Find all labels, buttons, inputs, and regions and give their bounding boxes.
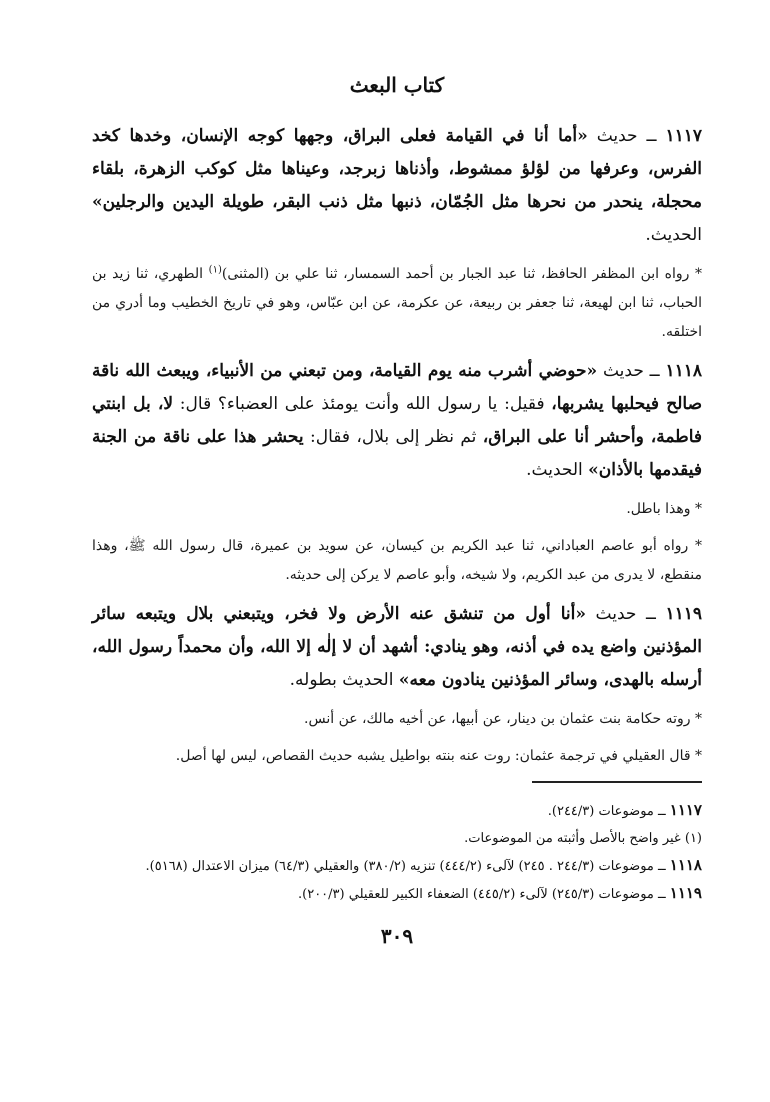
note-1118-verdict: * وهذا باطل. bbox=[626, 501, 702, 517]
footnote-number: ١١١٧ bbox=[669, 801, 702, 819]
hadith-text-part1: «حوضي أشرب منه يوم القيامة، ومن تبعني من الأنبياء، ويبعث الله ناقة صالح فيحلبها يشربها، bbox=[92, 361, 702, 414]
hadith-lead: ــ حديث bbox=[587, 126, 666, 146]
note-1119-chain: * روته حكامة بنت عثمان بن دينار، عن أبيها، عن أخيه مالك، عن أنس. bbox=[304, 711, 702, 727]
hadith-tail: الحديث. bbox=[526, 460, 589, 480]
hadith-tail: الحديث. bbox=[645, 225, 702, 245]
hadith-narration-part2: ثم نظر إلى بلال، فقال: bbox=[303, 427, 483, 447]
footnote-marker: (١) bbox=[208, 264, 222, 276]
footnote-1119 bbox=[92, 880, 702, 908]
note-1119-uqayli: * قال العقيلي في ترجمة عثمان: روت عنه بنته بواطيل يشبه حديث القصاص، ليس لها أصل. bbox=[175, 748, 702, 764]
hadith-number: ١١١٩ bbox=[665, 604, 702, 624]
note-1118-chain: * رواه أبو عاصم العباداني، ثنا عبد الكريم بن كيسان، عن سويد بن عميرة، قال رسول الله ﷺ، وهذا منقطع، لا يدرى من عبد الكريم، ولا شيخه، وأبو عاصم لا يركن إلى حديثه. bbox=[92, 538, 702, 583]
note-text: * رواه ابن المظفر الحافظ، ثنا عبد الجبار بن أحمد السمسار، ثنا علي بن (المثنى) bbox=[221, 266, 702, 282]
footnote-1118 bbox=[92, 852, 702, 880]
note-text-continued: الطهري، ثنا زيد بن الحباب، ثنا ابن لهيعة، ثنا جعفر بن ربيعة، عن عكرمة، عن ابن عبّاس، وهو في تاريخ الخطيب وما أدري من اختلقه. bbox=[92, 266, 702, 340]
hadith-number: ١١١٨ bbox=[665, 361, 702, 381]
hadith-lead: ــ حديث bbox=[585, 604, 666, 624]
hadith-number: ١١١٧ bbox=[665, 126, 703, 146]
note-1117 bbox=[92, 260, 702, 347]
hadith-narration-part1: فقيل: يا رسول الله وأنت يومئذ على العضباء؟ قال: bbox=[173, 394, 552, 414]
hadith-text-part2: لا، بل ابنتي فاطمة، وأحشر أنا على البراق، bbox=[92, 394, 703, 447]
footnote-number: ١١١٩ bbox=[669, 884, 702, 902]
hadith-tail: الحديث بطوله. bbox=[289, 670, 399, 690]
footnote-number: ١١١٨ bbox=[669, 856, 702, 874]
footnote-text: ــ موضوعات (٢٤٥/٣) لآلىء (٤٤٥/٢) الضعفاء الكبير للعقيلي (٢٠٠/٣). bbox=[298, 887, 670, 902]
page-number: ٣٠٩ bbox=[380, 924, 414, 948]
footnote-text: ــ موضوعات (٢٤٤/٣ . ٢٤٥) لآلىء (٤٤٤/٢) تنزيه (٣٨٠/٢) والعقيلي (٦٤/٣) ميزان الاعتدال (٥١٦٨). bbox=[145, 859, 670, 874]
footnote-separator bbox=[532, 781, 702, 783]
hadith-1119 bbox=[92, 598, 702, 697]
chapter-title: كتاب البعث bbox=[349, 73, 445, 97]
footnote-text: ــ موضوعات (٢٤٤/٣). bbox=[547, 804, 670, 819]
footnote-1: (١) غير واضح بالأصل وأثبته من الموضوعات. bbox=[464, 831, 702, 846]
footnote-1117 bbox=[92, 797, 702, 825]
hadith-text: «أنا أول من تنشق عنه الأرض ولا فخر، ويتبعني بلال ويتبعه سائر المؤذنين واضع يده في أذنه، وهو ينادي: أشهد أن لا إلٰه إلا الله، وأن محمداً رسول الله، أرسله بالهدى، وسائر المؤذنين ينادون معه» bbox=[92, 604, 702, 690]
hadith-text-part3: يحشر هذا على ناقة من الجنة فيقدمها بالأذان» bbox=[92, 427, 702, 480]
hadith-1117 bbox=[92, 120, 702, 252]
hadith-1118 bbox=[92, 355, 702, 487]
hadith-lead: ــ حديث bbox=[597, 361, 666, 381]
document-page bbox=[92, 70, 702, 948]
hadith-text: «أما أنا في القيامة فعلى البراق، وجهها كوجه الإنسان، وخدها كخد الفرس، وعرفها من لؤلؤ ممشوط، وأذناها زبرجد، وعيناها مثل كوكب الزهرة، بلقاء محجلة، ينحدر من نحرها مثل الجُمّان، ذنبها مثل ذنب البقر، طويلة اليدين والرجلين» bbox=[92, 126, 702, 212]
